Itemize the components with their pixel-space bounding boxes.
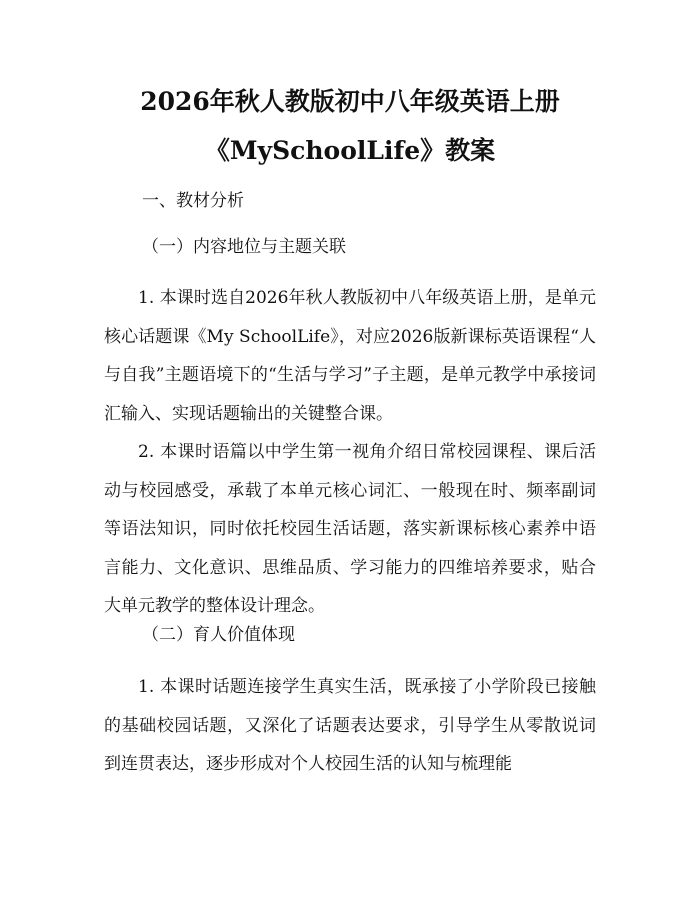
section-heading-textbook-analysis: 一、教材分析 (142, 191, 244, 211)
paragraph-1: 1. 本课时选自2026年秋人教版初中八年级英语上册，是单元核心话题课《My SchoolLife》，对应2026版新课标英语课程“人与自我”主题语境下的“生活与学习”子主题，是单元教学中承接词汇输入、实现话题输出的关键整合课。 (104, 288, 596, 424)
subsection-heading-content-position: （一）内容地位与主题关联 (142, 237, 346, 257)
document-title-line-2: 《MySchoolLife》教案 (204, 136, 496, 165)
subsection-heading-educational-value: （二）育人价值体现 (142, 625, 295, 645)
paragraph-2: 2. 本课时语篇以中学生第一视角介绍日常校园课程、课后活动与校园感受，承载了本单元核心词汇、一般现在时、频率副词等语法知识，同时依托校园生活话题，落实新课标核心素养中语言能力、文化意识、思维品质、学习能力的四维培养要求，贴合大单元教学的整体设计理念。 (104, 442, 596, 616)
document-title-line-1: 2026年秋人教版初中八年级英语上册 (140, 87, 560, 116)
paragraph-3: 1. 本课时话题连接学生真实生活，既承接了小学阶段已接触的基础校园话题，又深化了话题表达要求，引导学生从零散说词到连贯表达，逐步形成对个人校园生活的认知与梳理能 (104, 677, 596, 774)
